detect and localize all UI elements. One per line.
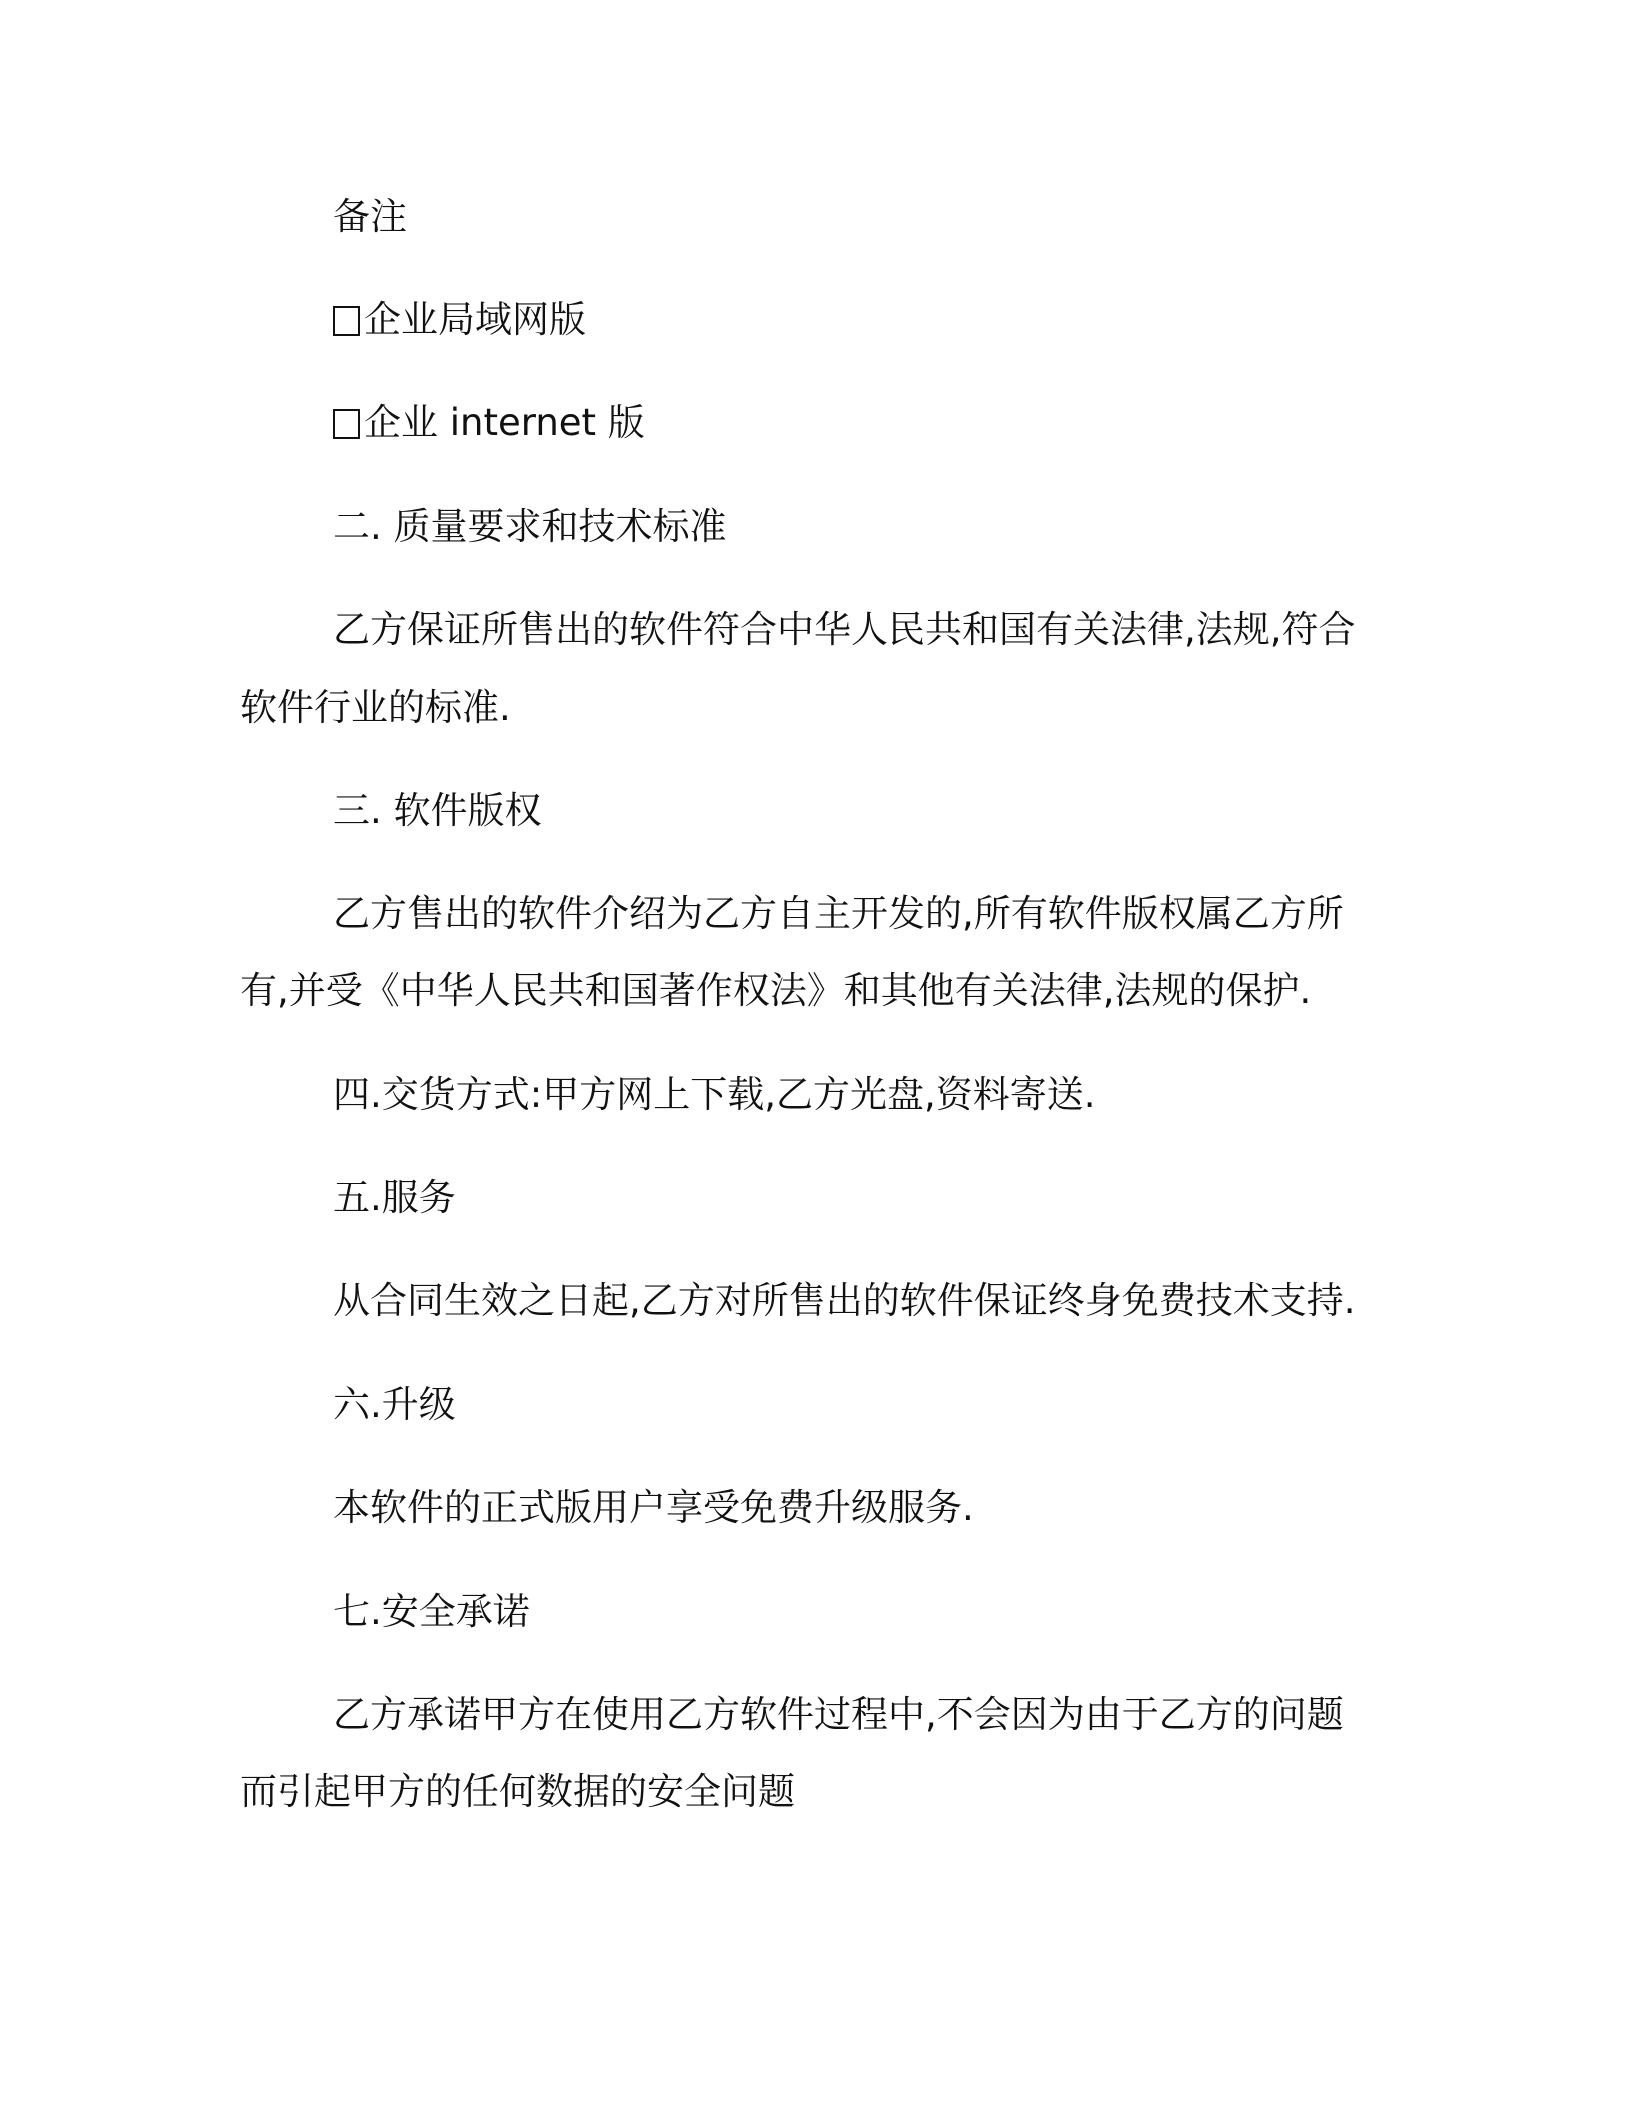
section-5-heading: 五.服务 [333,1176,456,1219]
section-3-heading: 三. 软件版权 [333,789,542,832]
section-2-body-line1: 乙方保证所售出的软件符合中华人民共和国有关法律,法规,符合 [333,608,1356,651]
section-4-text: 四.交货方式:甲方网上下载,乙方光盘,资料寄送. [333,1073,1096,1116]
section-7-body-line1: 乙方承诺甲方在使用乙方软件过程中,不会因为由于乙方的问题 [333,1693,1344,1736]
option-internet-edition-label: 企业 internet 版 [364,401,645,444]
section-2-body-line2: 软件行业的标准. [240,686,511,729]
section-6-heading: 六.升级 [333,1383,456,1426]
section-3-body-line2: 有,并受《中华人民共和国著作权法》和其他有关法律,法规的保护. [240,969,1312,1012]
remark-heading: 备注 [333,195,407,238]
checkbox-internet-edition[interactable] [333,409,360,439]
option-internet-edition [333,401,645,444]
section-2-heading: 二. 质量要求和技术标准 [333,505,727,548]
section-5-body: 从合同生效之日起,乙方对所售出的软件保证终身免费技术支持. [333,1279,1356,1322]
checkbox-lan-edition[interactable] [333,306,360,336]
section-7-heading: 七.安全承诺 [333,1590,530,1633]
option-lan-edition-label: 企业局域网版 [364,298,586,341]
section-7-body-line2: 而引起甲方的任何数据的安全问题 [240,1770,795,1813]
section-6-body: 本软件的正式版用户享受免费升级服务. [333,1486,974,1529]
option-lan-edition [333,298,586,341]
section-3-body-line1: 乙方售出的软件介绍为乙方自主开发的,所有软件版权属乙方所 [333,892,1344,935]
